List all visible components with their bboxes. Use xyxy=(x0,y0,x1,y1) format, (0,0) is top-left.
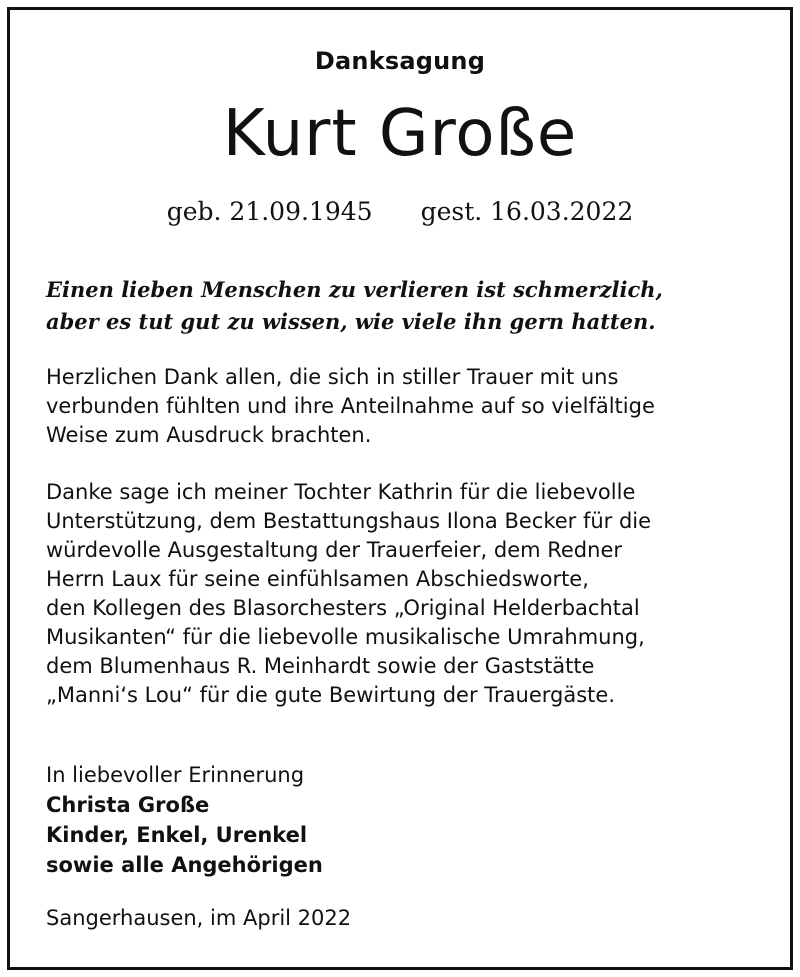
text-line: Herzlichen Dank allen, die sich in stiller Trauer mit uns xyxy=(46,365,619,389)
text-line: Weise zum Ausdruck brachten. xyxy=(46,423,372,447)
text-line: Unterstützung, dem Bestattungshaus Ilona Becker für die xyxy=(46,509,652,533)
text-line: den Kollegen des Blasorchesters „Original Helderbachtal xyxy=(46,596,640,620)
deceased-name: Kurt Große xyxy=(222,97,578,171)
signer-family: Kinder, Enkel, Urenkel xyxy=(46,823,308,847)
text-line: Danke sage ich meiner Tochter Kathrin für die liebevolle xyxy=(46,480,636,504)
quote-line: Einen lieben Menschen zu verlieren ist schmerzlich, xyxy=(46,277,663,302)
text-line: verbunden fühlten und ihre Anteilnahme auf so vielfältige xyxy=(46,394,655,418)
place-and-date: Sangerhausen, im April 2022 xyxy=(46,906,352,930)
signer-name: Christa Große xyxy=(46,793,210,817)
text-line: dem Blumenhaus R. Meinhardt sowie der Gaststätte xyxy=(46,654,595,678)
closing-block xyxy=(46,760,323,880)
text-line: Herrn Laux für seine einfühlsamen Abschiedsworte, xyxy=(46,567,589,591)
notice-heading: Danksagung xyxy=(314,47,486,75)
thanks-paragraph xyxy=(46,363,776,450)
acknowledgements-paragraph xyxy=(46,478,776,710)
text-line: würdevolle Ausgestaltung der Trauerfeier, dem Redner xyxy=(46,538,623,562)
signer-relatives: sowie alle Angehörigen xyxy=(46,853,323,877)
text-line: „Manni‘s Lou“ für die gute Bewirtung der Trauergäste. xyxy=(46,683,615,707)
life-dates xyxy=(0,197,800,226)
text-line: Musikanten“ für die liebevolle musikalische Umrahmung, xyxy=(46,625,645,649)
quote-line: aber es tut gut zu wissen, wie viele ihn gern hatten. xyxy=(46,309,656,334)
death-date: gest. 16.03.2022 xyxy=(420,197,634,226)
birth-date: geb. 21.09.1945 xyxy=(166,197,373,226)
memorial-quote xyxy=(46,274,766,338)
closing-intro: In liebevoller Erinnerung xyxy=(46,763,305,787)
